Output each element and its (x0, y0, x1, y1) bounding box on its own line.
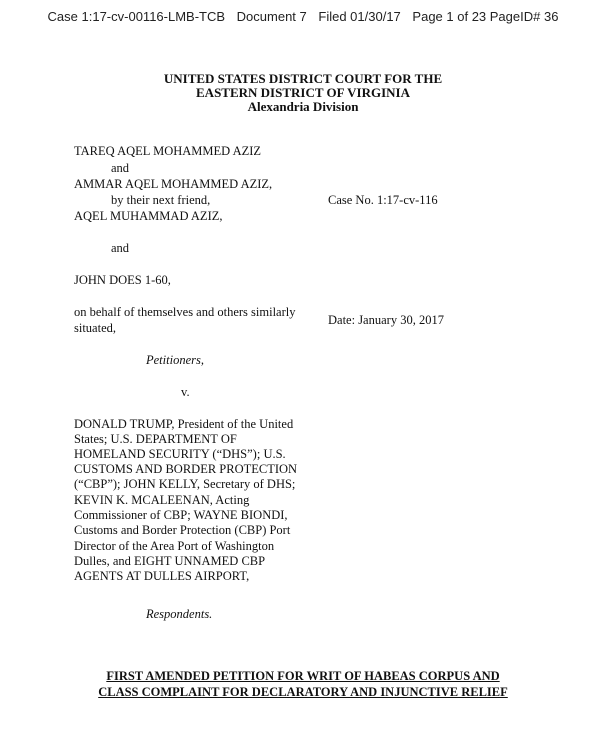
petitioner-next-friend: by their next friend, (111, 193, 211, 207)
respondents-line: CUSTOMS AND BORDER PROTECTION (74, 462, 298, 476)
document-title-line-2: CLASS COMPLAINT FOR DECLARATORY AND INJUNCTIVE RELIEF (98, 685, 508, 699)
petitioner-behalf-line-2: situated, (74, 321, 117, 335)
stamp-case-number: Case 1:17-cv-00116-LMB-TCB (47, 9, 226, 24)
petitioner-and-1: and (111, 161, 130, 175)
document-title (0, 668, 606, 700)
petitioner-and-2: and (111, 241, 130, 255)
court-heading (0, 72, 606, 114)
respondents-line: KEVIN K. MCALEENAN, Acting (74, 493, 250, 507)
ecf-header-stamp (0, 9, 606, 24)
petitioner-behalf-line-1: on behalf of themselves and others similarly (74, 305, 296, 319)
respondents-label: Respondents. (146, 607, 213, 621)
stamp-filed-date: Filed 01/30/17 (318, 9, 401, 24)
respondents-line: Customs and Border Protection (CBP) Port (74, 523, 291, 537)
document-title-line-1: FIRST AMENDED PETITION FOR WRIT OF HABEAS CORPUS AND (106, 669, 500, 683)
case-number: Case No. 1:17-cv-116 (328, 193, 438, 207)
filing-date: Date: January 30, 2017 (328, 313, 444, 327)
court-name-line-2: EASTERN DISTRICT OF VIRGINIA (196, 85, 410, 100)
petitioners-label: Petitioners, (146, 353, 204, 367)
respondents-line: HOMELAND SECURITY (“DHS”); U.S. (74, 447, 286, 461)
stamp-document-number: Document 7 (236, 9, 307, 24)
respondents-line: DONALD TRUMP, President of the United (74, 417, 294, 431)
respondents-line: Director of the Area Port of Washington (74, 539, 275, 553)
respondents-line: AGENTS AT DULLES AIRPORT, (74, 569, 250, 583)
petitioner-name-2: AMMAR AQEL MOHAMMED AZIZ, (74, 177, 273, 191)
stamp-page-info: Page 1 of 23 PageID# 36 (412, 9, 559, 24)
petitioner-friend-name: AQEL MUHAMMAD AZIZ, (74, 209, 223, 223)
respondents-line: Dulles, and EIGHT UNNAMED CBP (74, 554, 266, 568)
petitioner-name-1: TAREQ AQEL MOHAMMED AZIZ (74, 144, 262, 158)
respondents-line: States; U.S. DEPARTMENT OF (74, 432, 237, 446)
versus: v. (181, 385, 190, 399)
petitioner-john-does: JOHN DOES 1-60, (74, 273, 171, 287)
respondents-line: (“CBP”); JOHN KELLY, Secretary of DHS; (74, 477, 296, 491)
respondents-line: Commissioner of CBP; WAYNE BIONDI, (74, 508, 288, 522)
court-division: Alexandria Division (247, 99, 359, 114)
court-name-line-1: UNITED STATES DISTRICT COURT FOR THE (163, 71, 443, 86)
